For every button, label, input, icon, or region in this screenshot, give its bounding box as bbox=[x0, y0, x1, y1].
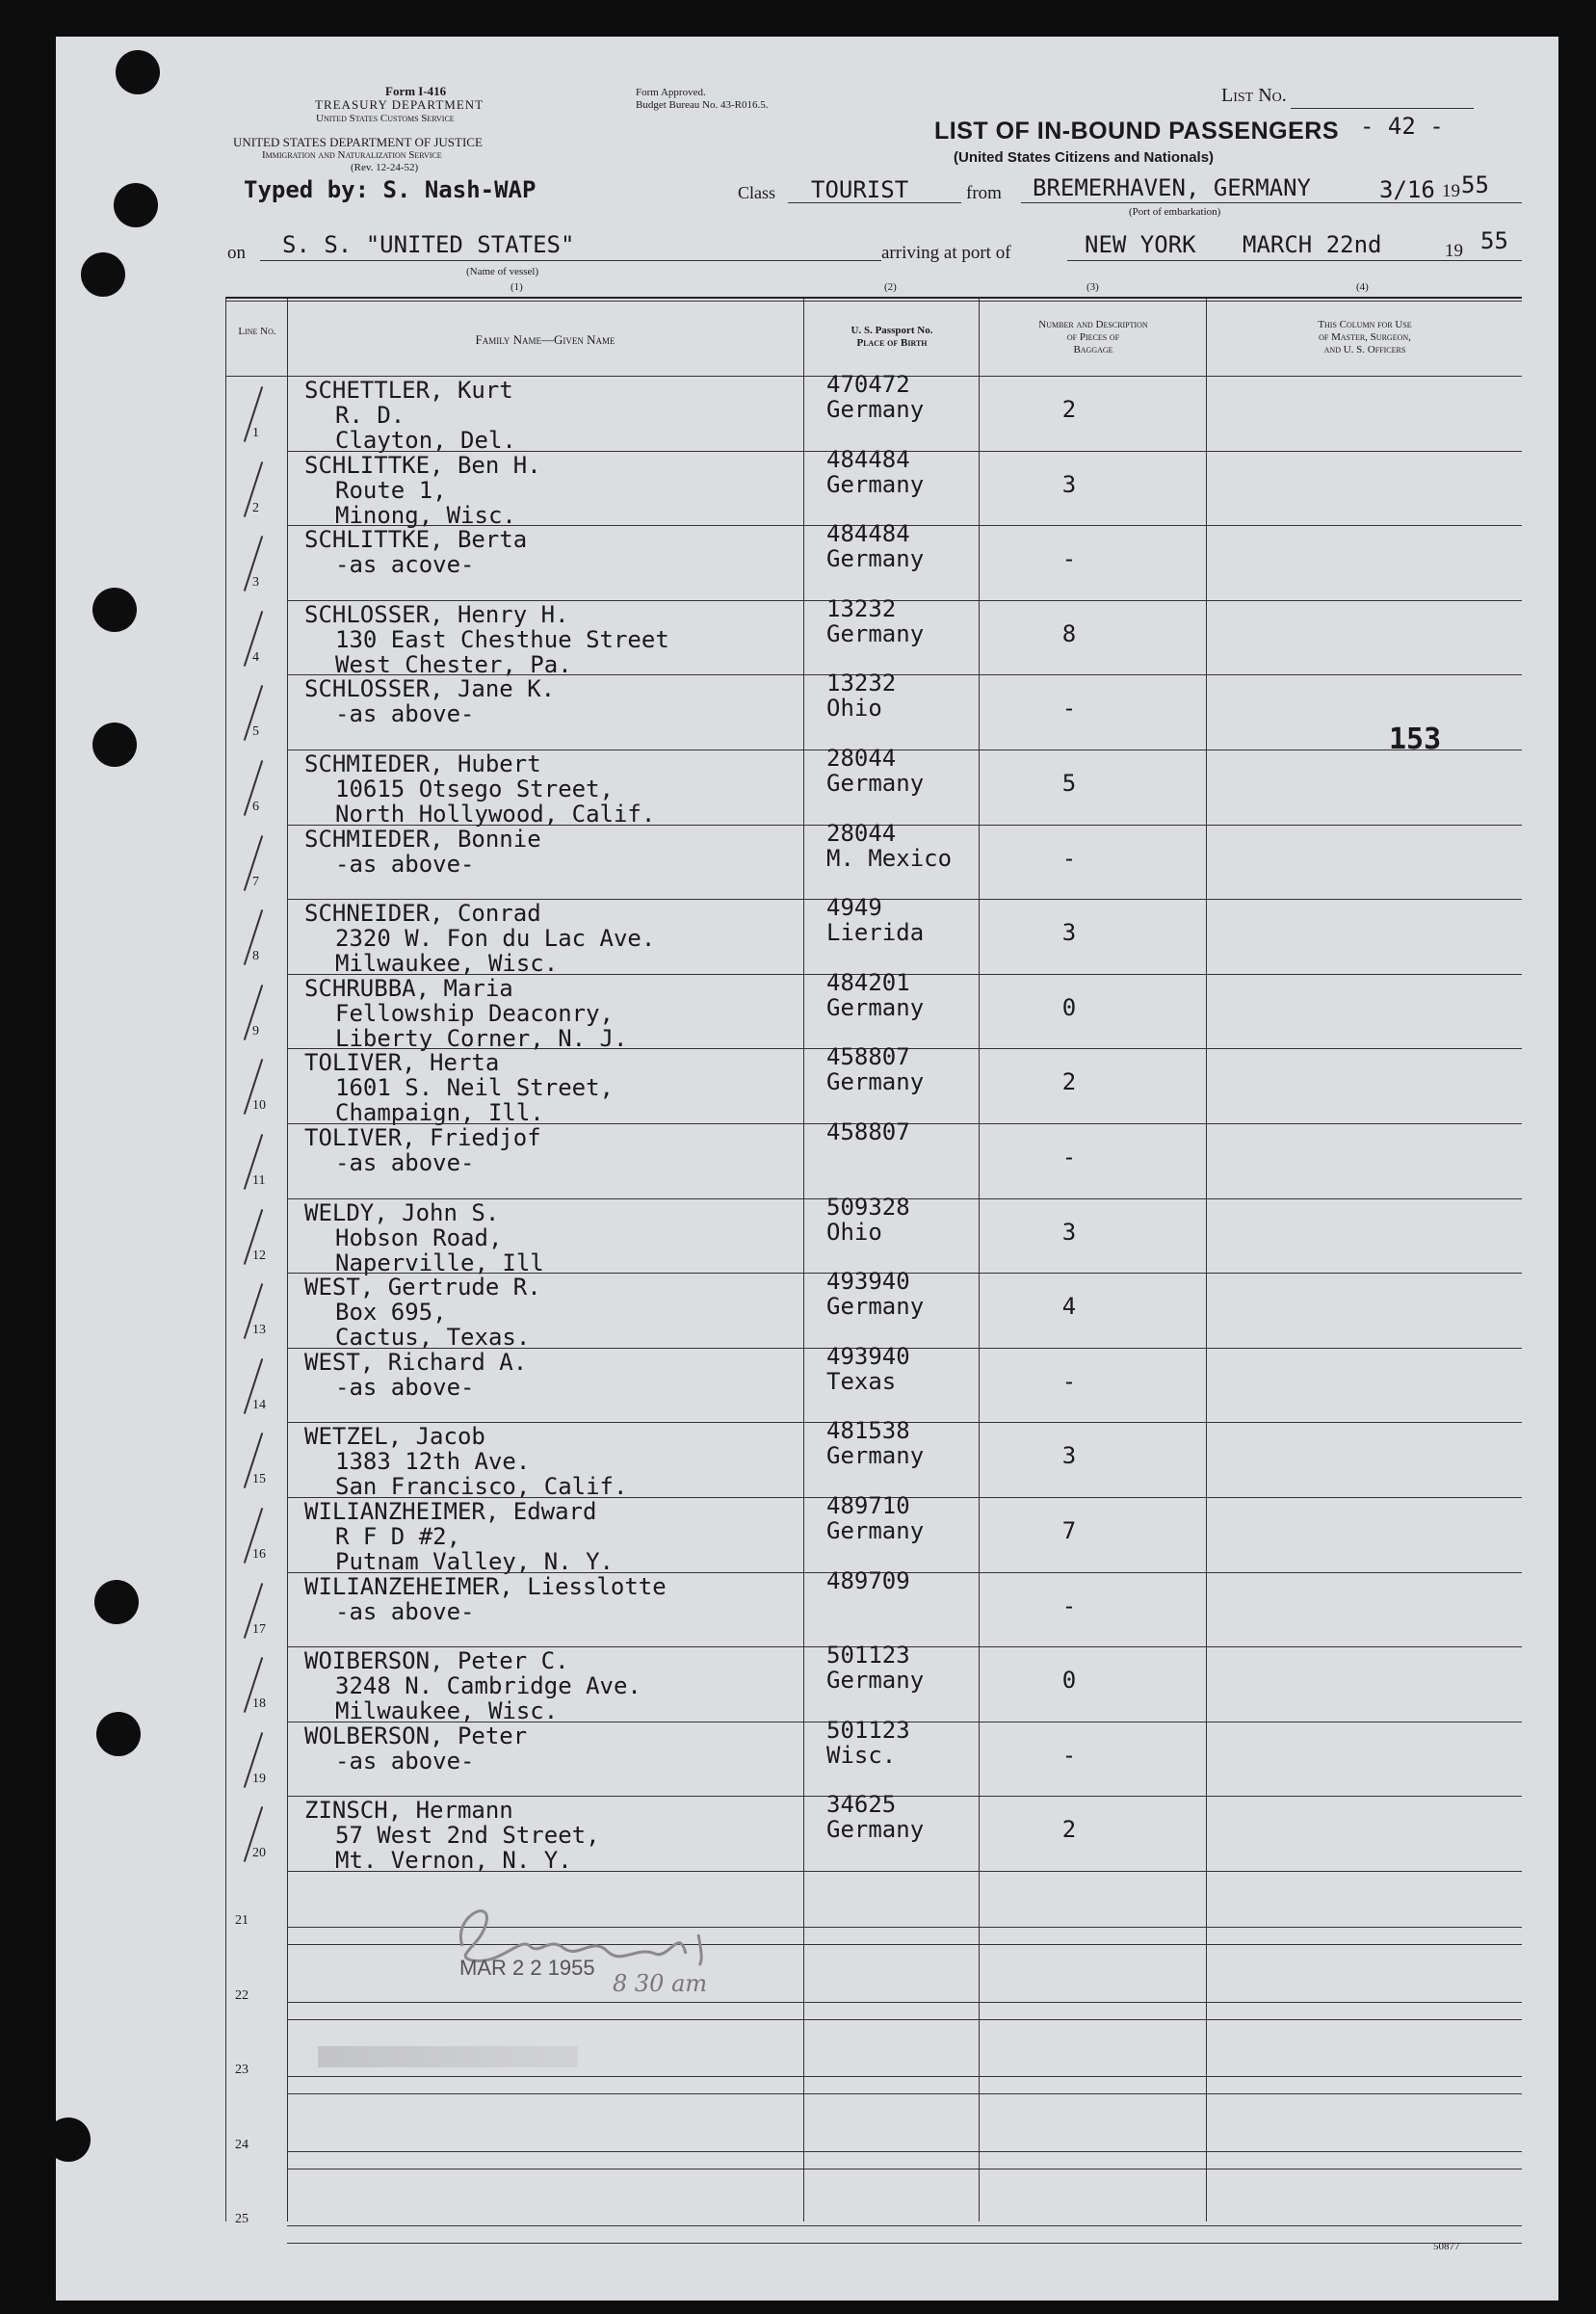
vessel-line bbox=[260, 260, 881, 261]
place-of-birth: Ohio bbox=[826, 1218, 882, 1246]
line-number: 8 bbox=[252, 949, 259, 964]
header-baggage-2: of Pieces of bbox=[1066, 331, 1120, 343]
line-number: 9 bbox=[252, 1023, 259, 1039]
arrival-year: 55 bbox=[1480, 227, 1508, 254]
passenger-address-1: -as acove- bbox=[335, 551, 475, 579]
passport-number: 493940 bbox=[826, 1342, 910, 1370]
embark-year-prefix: 19 bbox=[1442, 181, 1460, 201]
place-of-birth: Germany bbox=[826, 1068, 925, 1096]
passenger-address-2: Liberty Corner, N. J. bbox=[335, 1024, 628, 1052]
row-divider bbox=[287, 2076, 1522, 2077]
list-no-line bbox=[1291, 108, 1474, 109]
passport-number: 493940 bbox=[826, 1268, 910, 1296]
punch-hole bbox=[46, 2117, 91, 2162]
passenger-name: SCHLITTKE, Berta bbox=[304, 526, 528, 554]
passenger-address-2: Naperville, Ill bbox=[335, 1249, 544, 1276]
baggage-count: - bbox=[1061, 695, 1077, 723]
passenger-address-1: Hobson Road, bbox=[335, 1223, 503, 1251]
passenger-name: WILIANZEHEIMER, Liesslotte bbox=[304, 1572, 667, 1600]
line-number: 21 bbox=[235, 1913, 249, 1928]
ins: Immigration and Naturalization Service bbox=[262, 149, 442, 161]
line-number: 10 bbox=[252, 1098, 266, 1114]
passenger-address-1: R. D. bbox=[335, 402, 406, 429]
baggage-count: 7 bbox=[1061, 1517, 1077, 1544]
port-of-embarkation: BREMERHAVEN, GERMANY bbox=[1033, 174, 1311, 201]
line-number: 3 bbox=[252, 575, 259, 591]
line-number: 7 bbox=[252, 874, 259, 889]
line-number: 16 bbox=[252, 1547, 266, 1562]
passenger-address-1: 130 East Chesthue Street bbox=[335, 625, 669, 653]
passenger-address-2: Cactus, Texas. bbox=[335, 1324, 531, 1352]
punch-hole bbox=[92, 588, 137, 632]
line-number: 17 bbox=[252, 1621, 266, 1637]
form-approved: Form Approved. bbox=[636, 87, 706, 98]
header-name: Family Name—Given Name bbox=[475, 332, 615, 347]
baggage-count: 5 bbox=[1061, 770, 1077, 797]
faded-stamp-mark bbox=[318, 2046, 578, 2067]
form-title: LIST OF IN-BOUND PASSENGERS bbox=[934, 118, 1340, 145]
place-of-birth: Ohio bbox=[826, 695, 882, 723]
arrival-year-prefix: 19 bbox=[1445, 241, 1463, 261]
baggage-count: - bbox=[1061, 545, 1077, 573]
line-number: 4 bbox=[252, 649, 259, 665]
header-line-no: Line No. bbox=[238, 326, 276, 337]
passenger-address-1: 57 West 2nd Street, bbox=[335, 1822, 600, 1850]
header-officers-1: This Column for Use bbox=[1318, 319, 1412, 330]
place-of-birth: M. Mexico bbox=[826, 844, 953, 872]
arrival-line bbox=[1067, 260, 1522, 261]
row-divider bbox=[287, 2019, 1522, 2020]
header-passport-1: U. S. Passport No. bbox=[850, 325, 933, 336]
baggage-count: 0 bbox=[1061, 993, 1077, 1021]
place-of-birth: Germany bbox=[826, 1293, 925, 1321]
baggage-count: - bbox=[1061, 1367, 1077, 1395]
baggage-count: 2 bbox=[1061, 1816, 1077, 1844]
arrival-date: MARCH 22nd bbox=[1243, 231, 1382, 258]
passenger-address-1: 2320 W. Fon du Lac Ave. bbox=[335, 925, 656, 953]
baggage-count: - bbox=[1061, 1741, 1077, 1769]
port-caption: (Port of embarkation) bbox=[1129, 206, 1221, 218]
name-col-divider bbox=[803, 299, 804, 2222]
embark-year: 55 bbox=[1461, 171, 1489, 198]
line-number: 22 bbox=[235, 1987, 249, 2003]
passport-number: 501123 bbox=[826, 1642, 910, 1670]
table-top-line-2 bbox=[225, 301, 1522, 302]
treasury-department: TREASURY DEPARTMENT bbox=[315, 97, 484, 112]
passenger-address-2: Champaign, Ill. bbox=[335, 1099, 544, 1127]
passport-number: 34625 bbox=[826, 1791, 897, 1819]
passenger-name: SCHLOSSER, Jane K. bbox=[304, 675, 556, 703]
vessel-caption: (Name of vessel) bbox=[466, 266, 539, 277]
line-number: 15 bbox=[252, 1472, 266, 1487]
passenger-name: WEST, Richard A. bbox=[304, 1348, 528, 1376]
row-divider bbox=[287, 2151, 1522, 2152]
baggage-count: - bbox=[1061, 1591, 1077, 1619]
passenger-name: WEST, Gertrude R. bbox=[304, 1274, 541, 1302]
form-number: Form I-416 bbox=[385, 84, 447, 98]
passport-number: 4949 bbox=[826, 894, 882, 922]
passenger-address-1: -as above- bbox=[335, 850, 475, 878]
row-divider bbox=[287, 2093, 1522, 2094]
passenger-address-1: Box 695, bbox=[335, 1299, 447, 1327]
passenger-name: SCHNEIDER, Conrad bbox=[304, 900, 541, 928]
line-number: 5 bbox=[252, 724, 259, 740]
form-code: 50877 bbox=[1433, 2241, 1460, 2252]
class-line bbox=[788, 202, 961, 203]
passenger-address-1: -as above- bbox=[335, 1597, 475, 1625]
baggage-count: 3 bbox=[1061, 1218, 1077, 1246]
baggage-count: 8 bbox=[1061, 619, 1077, 647]
passenger-name: ZINSCH, Hermann bbox=[304, 1797, 513, 1825]
line-number: 23 bbox=[235, 2063, 249, 2078]
punch-hole bbox=[92, 723, 137, 767]
passenger-address-1: Route 1, bbox=[335, 476, 447, 504]
baggage-count: - bbox=[1061, 1144, 1077, 1170]
official-number: 153 bbox=[1389, 723, 1442, 756]
place-of-birth: Germany bbox=[826, 545, 925, 573]
line-number: 18 bbox=[252, 1696, 266, 1712]
passenger-address-1: Fellowship Deaconry, bbox=[335, 999, 614, 1027]
passenger-address-1: 3248 N. Cambridge Ave. bbox=[335, 1672, 641, 1700]
col-num-1: (1) bbox=[510, 281, 523, 293]
passenger-name: TOLIVER, Friedjof bbox=[304, 1124, 541, 1151]
line-number: 14 bbox=[252, 1397, 266, 1412]
passport-number: 13232 bbox=[826, 670, 897, 697]
baggage-count: 3 bbox=[1061, 919, 1077, 947]
passport-col-divider bbox=[979, 299, 980, 2222]
punch-hole bbox=[96, 1712, 141, 1756]
header-passport-2: Place of Birth bbox=[856, 337, 928, 349]
passenger-name: WELDY, John S. bbox=[304, 1198, 500, 1226]
passport-number: 489710 bbox=[826, 1492, 910, 1519]
baggage-count: 2 bbox=[1061, 1068, 1077, 1096]
passport-number: 28044 bbox=[826, 819, 897, 847]
place-of-birth: Germany bbox=[826, 619, 925, 647]
place-of-birth: Germany bbox=[826, 470, 925, 498]
arrival-port: NEW YORK bbox=[1085, 231, 1196, 258]
passenger-address-2: Mt. Vernon, N. Y. bbox=[335, 1847, 572, 1875]
line-number: 6 bbox=[252, 800, 259, 814]
passenger-name: WOIBERSON, Peter C. bbox=[304, 1647, 569, 1675]
row-divider bbox=[287, 1871, 1522, 1872]
passenger-address-2: Minong, Wisc. bbox=[335, 501, 516, 529]
row-divider bbox=[287, 2225, 1522, 2226]
passenger-address-2: North Hollywood, Calif. bbox=[335, 801, 656, 828]
baggage-count: 0 bbox=[1061, 1667, 1077, 1695]
passport-number: 470472 bbox=[826, 371, 910, 398]
header-baggage-1: Number and Description bbox=[1038, 319, 1148, 330]
passenger-name: SCHETTLER, Kurt bbox=[304, 377, 513, 404]
passport-number: 509328 bbox=[826, 1193, 910, 1221]
line-number: 13 bbox=[252, 1323, 266, 1338]
passport-number: 484484 bbox=[826, 520, 910, 548]
on-label: on bbox=[227, 243, 246, 263]
baggage-col-divider bbox=[1206, 299, 1207, 2222]
header-baggage-3: Baggage bbox=[1073, 344, 1113, 355]
embark-line bbox=[1021, 202, 1522, 203]
passenger-address-1: -as above- bbox=[335, 700, 475, 728]
typed-by: Typed by: S. Nash-WAP bbox=[244, 176, 536, 203]
passport-number: 484201 bbox=[826, 968, 910, 996]
place-of-birth: Germany bbox=[826, 1816, 925, 1844]
passenger-address-1: -as above- bbox=[335, 1149, 475, 1176]
time-note: 8 30 am bbox=[613, 1970, 708, 1997]
baggage-count: 2 bbox=[1061, 396, 1077, 423]
line-number: 20 bbox=[252, 1846, 266, 1861]
list-no-label: List No. bbox=[1221, 85, 1287, 106]
passport-number: 13232 bbox=[826, 594, 897, 622]
place-of-birth: Germany bbox=[826, 396, 925, 423]
customs-service: United States Customs Service bbox=[316, 113, 455, 124]
embark-date: 3/16 bbox=[1379, 176, 1435, 203]
passport-number: 458807 bbox=[826, 1043, 910, 1071]
justice-department: UNITED STATES DEPARTMENT OF JUSTICE bbox=[233, 135, 483, 149]
list-no-value: - 42 - bbox=[1360, 113, 1444, 140]
line-number: 1 bbox=[252, 426, 259, 440]
place-of-birth: Texas bbox=[826, 1367, 897, 1395]
line-no-col-divider bbox=[287, 299, 288, 2222]
passenger-name: TOLIVER, Herta bbox=[304, 1049, 500, 1077]
baggage-count: 4 bbox=[1061, 1293, 1077, 1321]
arriving-label: arriving at port of bbox=[881, 243, 1011, 263]
col-num-2: (2) bbox=[884, 281, 897, 293]
col-num-4: (4) bbox=[1356, 281, 1369, 293]
place-of-birth: Wisc. bbox=[826, 1741, 897, 1769]
date-stamp: MAR 2 2 1955 bbox=[459, 1956, 595, 1980]
place-of-birth: Germany bbox=[826, 1442, 925, 1470]
place-of-birth: Germany bbox=[826, 770, 925, 797]
place-of-birth: Lierida bbox=[826, 919, 925, 947]
class-label: Class bbox=[738, 183, 776, 202]
form-subtitle: (United States Citizens and Nationals) bbox=[954, 149, 1215, 166]
row-divider bbox=[287, 2002, 1522, 2003]
baggage-count: 3 bbox=[1061, 470, 1077, 498]
line-number: 11 bbox=[252, 1173, 266, 1188]
place-of-birth: Germany bbox=[826, 993, 925, 1021]
col-num-3: (3) bbox=[1086, 281, 1099, 293]
passenger-address-1: 1601 S. Neil Street, bbox=[335, 1074, 614, 1102]
baggage-count: - bbox=[1061, 844, 1077, 872]
place-of-birth: Germany bbox=[826, 1667, 925, 1695]
passport-number: 458807 bbox=[826, 1118, 910, 1145]
punch-hole bbox=[94, 1580, 139, 1624]
passenger-name: SCHLOSSER, Henry H. bbox=[304, 600, 569, 628]
passenger-address-2: San Francisco, Calif. bbox=[335, 1473, 628, 1501]
place-of-birth: Germany bbox=[826, 1517, 925, 1544]
passenger-address-1: 10615 Otsego Street, bbox=[335, 776, 614, 802]
revision: (Rev. 12-24-52) bbox=[351, 162, 419, 173]
line-number: 12 bbox=[252, 1248, 266, 1263]
passenger-address-1: R F D #2, bbox=[335, 1523, 461, 1550]
line-number: 24 bbox=[235, 2137, 249, 2152]
passenger-name: SCHRUBBA, Maria bbox=[304, 974, 513, 1002]
passport-number: 489709 bbox=[826, 1566, 910, 1594]
header-officers-2: of Master, Surgeon, bbox=[1319, 331, 1411, 343]
passenger-address-2: West Chester, Pa. bbox=[335, 650, 572, 678]
line-number: 25 bbox=[235, 2212, 249, 2227]
row-divider bbox=[287, 2243, 1522, 2244]
from-label: from bbox=[966, 183, 1002, 203]
passenger-name: SCHMIEDER, Bonnie bbox=[304, 825, 541, 853]
header-officers-3: and U. S. Officers bbox=[1323, 344, 1406, 355]
passenger-address-1: -as above- bbox=[335, 1373, 475, 1401]
vessel-name: S. S. "UNITED STATES" bbox=[282, 231, 575, 258]
passenger-address-1: -as above- bbox=[335, 1747, 475, 1775]
class-value: TOURIST bbox=[811, 176, 909, 203]
passenger-name: SCHLITTKE, Ben H. bbox=[304, 451, 541, 479]
passenger-address-2: Milwaukee, Wisc. bbox=[335, 1697, 559, 1725]
table-left-line bbox=[225, 299, 226, 2222]
punch-hole bbox=[114, 183, 158, 227]
passport-number: 481538 bbox=[826, 1417, 910, 1445]
passenger-address-2: Putnam Valley, N. Y. bbox=[335, 1548, 614, 1575]
baggage-count: 3 bbox=[1061, 1442, 1077, 1470]
passenger-address-2: Clayton, Del. bbox=[335, 427, 516, 454]
passport-number: 28044 bbox=[826, 745, 897, 772]
punch-hole bbox=[116, 50, 160, 94]
passenger-address-2: Milwaukee, Wisc. bbox=[335, 950, 559, 978]
line-number: 19 bbox=[252, 1771, 266, 1786]
passport-number: 501123 bbox=[826, 1716, 910, 1744]
passenger-name: SCHMIEDER, Hubert bbox=[304, 750, 541, 777]
table-top-line bbox=[225, 297, 1522, 299]
passenger-address-1: 1383 12th Ave. bbox=[335, 1448, 531, 1476]
passenger-name: WOLBERSON, Peter bbox=[304, 1722, 528, 1749]
budget-bureau: Budget Bureau No. 43-R016.5. bbox=[636, 99, 769, 111]
passenger-name: WILIANZHEIMER, Edward bbox=[304, 1498, 597, 1525]
passport-number: 484484 bbox=[826, 445, 910, 473]
line-number: 2 bbox=[252, 500, 259, 515]
punch-hole bbox=[81, 252, 125, 297]
passenger-name: WETZEL, Jacob bbox=[304, 1423, 485, 1451]
